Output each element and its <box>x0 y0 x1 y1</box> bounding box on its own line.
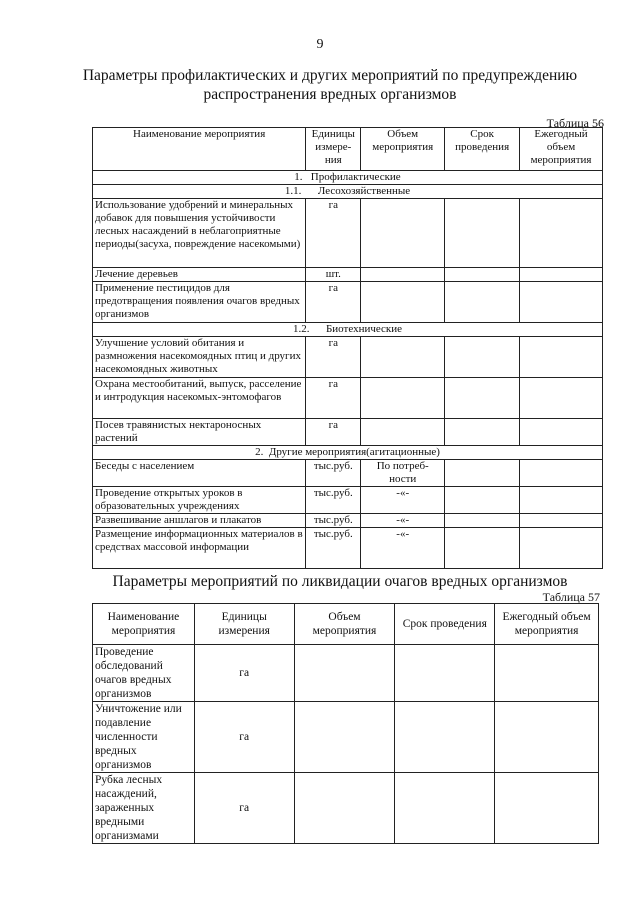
row-annual <box>520 487 603 514</box>
row-annual <box>520 199 603 268</box>
row-term <box>445 337 520 378</box>
col-header-unit: Единицы измере-ния <box>306 128 361 171</box>
row-annual <box>520 268 603 282</box>
row-unit: га <box>306 282 361 323</box>
row-annual <box>520 528 603 569</box>
row-term <box>395 645 495 702</box>
section-heading: 2. Другие мероприятия(агитационные) <box>93 446 603 460</box>
row-annual <box>520 337 603 378</box>
table-row <box>93 337 603 378</box>
table-row <box>93 268 603 282</box>
row-term <box>445 282 520 323</box>
row-annual <box>520 282 603 323</box>
row-term <box>445 378 520 419</box>
row-term <box>395 702 495 773</box>
row-volume: -«- <box>361 528 445 569</box>
row-annual <box>520 378 603 419</box>
row-unit: га <box>306 419 361 446</box>
row-annual <box>520 514 603 528</box>
table-row <box>93 645 599 702</box>
row-volume <box>294 645 395 702</box>
section-subheading: 1.2. Биотехнические <box>93 323 603 337</box>
row-term <box>445 487 520 514</box>
table56-label: Таблица 56 <box>546 116 604 130</box>
col-header-name: Наименование мероприятия <box>93 604 195 645</box>
table-56 <box>92 127 603 569</box>
row-name: Беседы с населением <box>93 460 306 487</box>
table-row <box>93 702 599 773</box>
table56-header-row <box>93 128 603 171</box>
row-name: Проведение открытых уроков в образовательных учреждениях <box>93 487 306 514</box>
row-volume <box>294 773 395 844</box>
row-annual <box>495 645 599 702</box>
row-unit: га <box>306 378 361 419</box>
col-header-term: Срок проведения <box>395 604 495 645</box>
row-name: Рубка лесных насаждений, зараженных вредными организмами <box>93 773 195 844</box>
row-unit: тыс.руб. <box>306 528 361 569</box>
row-annual <box>495 773 599 844</box>
table-row <box>93 460 603 487</box>
col-header-annual: Ежегодный объем мероприятия <box>495 604 599 645</box>
row-volume <box>361 337 445 378</box>
page-number: 9 <box>316 37 324 52</box>
row-unit: га <box>194 773 294 844</box>
table-row <box>93 419 603 446</box>
row-annual <box>520 460 603 487</box>
row-name: Лечение деревьев <box>93 268 306 282</box>
table-row <box>93 487 603 514</box>
row-volume <box>361 282 445 323</box>
row-term <box>445 419 520 446</box>
row-unit: га <box>306 199 361 268</box>
row-volume <box>361 199 445 268</box>
row-unit: тыс.руб. <box>306 514 361 528</box>
row-name: Улучшение условий обитания и размножения насекомоядных птиц и других насекомоядных животных <box>93 337 306 378</box>
row-term <box>445 528 520 569</box>
table57-header-row <box>93 604 599 645</box>
table57-label: Таблица 57 <box>542 590 600 604</box>
row-term <box>445 460 520 487</box>
row-volume <box>294 702 395 773</box>
row-annual <box>520 419 603 446</box>
table-row <box>93 378 603 419</box>
col-header-annual: Ежегодный объем мероприятия <box>520 128 603 171</box>
table-57 <box>92 603 599 844</box>
row-volume <box>361 378 445 419</box>
row-volume: -«- <box>361 487 445 514</box>
row-volume <box>361 268 445 282</box>
col-header-volume: Объем мероприятия <box>361 128 445 171</box>
row-volume: По потреб-ности <box>361 460 445 487</box>
section-subheading: 1.1. Лесохозяйственные <box>93 185 603 199</box>
row-name: Применение пестицидов для предотвращения появления очагов вредных организмов <box>93 282 306 323</box>
table57-title: Параметры мероприятий по ликвидации очагов вредных организмов <box>112 573 568 590</box>
row-term <box>445 268 520 282</box>
row-term <box>395 773 495 844</box>
row-unit: тыс.руб. <box>306 487 361 514</box>
row-name: Посев травянистых нектароносных растений <box>93 419 306 446</box>
table56-title-line1: Параметры профилактических и других мероприятий по предупреждению <box>82 67 578 84</box>
row-name: Развешивание аншлагов и плакатов <box>93 514 306 528</box>
col-header-volume: Объем мероприятия <box>294 604 395 645</box>
row-unit: га <box>306 337 361 378</box>
row-name: Размещение информационных материалов в средствах массовой информации <box>93 528 306 569</box>
row-name: Использование удобрений и минеральных добавок для повышения устойчивости лесных насаждений в неблагоприятные периоды(засуха, повреждение насекомыми) <box>93 199 306 268</box>
row-unit: га <box>194 702 294 773</box>
row-unit: тыс.руб. <box>306 460 361 487</box>
table-row <box>93 773 599 844</box>
row-term <box>445 199 520 268</box>
row-name: Охрана местообитаний, выпуск, расселение и интродукция насекомых-энтомофагов <box>93 378 306 419</box>
row-unit: га <box>194 645 294 702</box>
row-term <box>445 514 520 528</box>
table-row <box>93 199 603 268</box>
table-row <box>93 514 603 528</box>
col-header-unit: Единицы измерения <box>194 604 294 645</box>
table56-title <box>60 66 600 104</box>
row-name: Проведение обследований очагов вредных организмов <box>93 645 195 702</box>
table-row <box>93 528 603 569</box>
table-row <box>93 282 603 323</box>
row-name: Уничтожение или подавление численности вредных организмов <box>93 702 195 773</box>
row-volume: -«- <box>361 514 445 528</box>
col-header-name: Наименование мероприятия <box>93 128 306 171</box>
section-heading: 1. Профилактические <box>93 171 603 185</box>
row-volume <box>361 419 445 446</box>
row-annual <box>495 702 599 773</box>
col-header-term: Срок проведения <box>445 128 520 171</box>
row-unit: шт. <box>306 268 361 282</box>
table56-title-line2: распространения вредных организмов <box>203 86 457 103</box>
